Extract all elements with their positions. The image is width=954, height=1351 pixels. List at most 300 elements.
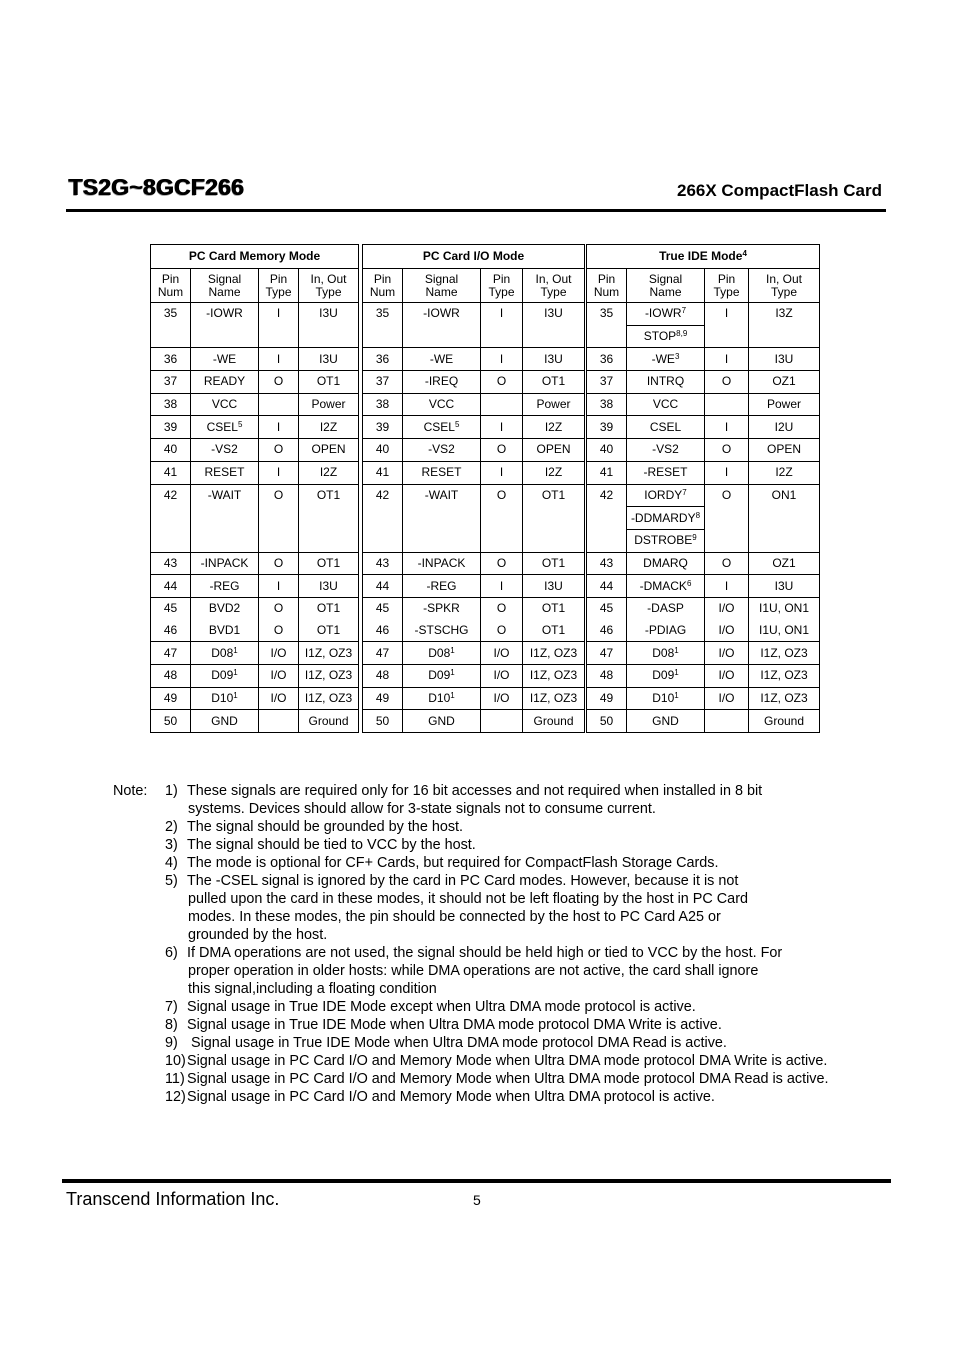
table-cell — [191, 665, 259, 688]
table-cell — [705, 710, 749, 733]
cell-text: Ground — [308, 713, 349, 728]
note-text: The signal should be grounded by the host. — [187, 819, 464, 835]
cell-text: I — [499, 419, 504, 434]
cell-text: I — [276, 351, 281, 366]
table-cell — [523, 642, 585, 665]
cell-text: I2Z — [319, 465, 338, 480]
table-cell — [627, 371, 705, 394]
cell-text: -IOWR — [206, 306, 243, 320]
cell-text: 42 — [375, 487, 390, 502]
table-cell — [259, 665, 299, 688]
table-cell — [363, 552, 403, 575]
cell-text: 38 — [599, 397, 614, 412]
note-number: 10) — [165, 1053, 186, 1069]
cell-text: I/O — [270, 691, 287, 706]
table-cell — [299, 393, 359, 416]
table-cell — [481, 416, 523, 439]
cell-text: I1Z, OZ3 — [760, 668, 808, 683]
table-cell — [749, 665, 820, 688]
note-item — [165, 1088, 905, 1106]
cell-text: O — [496, 622, 507, 637]
table-cell — [259, 575, 299, 598]
cell-text: 47 — [163, 645, 178, 660]
table-cell — [191, 552, 259, 575]
cell-text: 44 — [163, 578, 178, 593]
footnote-ref: 5 — [237, 419, 243, 429]
footnote-ref: 5 — [454, 419, 460, 429]
cell-text: 42 — [163, 487, 178, 502]
note-item — [165, 872, 905, 890]
column-header — [705, 269, 749, 303]
column-header — [259, 269, 299, 303]
table-cell — [627, 484, 705, 507]
column-header — [481, 269, 523, 303]
table-cell — [363, 303, 403, 348]
cell-text: RESET — [421, 465, 462, 480]
cell-text: -REG — [426, 578, 457, 593]
cell-text: -IREQ — [424, 374, 459, 389]
table-cell — [587, 620, 627, 642]
cell-text: I — [276, 419, 281, 434]
cell-text: Ground — [763, 713, 805, 728]
table-cell — [587, 393, 627, 416]
cell-text: D08 — [652, 645, 675, 660]
cell-text: CSEL — [206, 419, 238, 434]
table-row — [151, 416, 820, 439]
note-continuation — [188, 890, 748, 908]
note-number: 8) — [165, 1017, 178, 1033]
table-cell — [523, 416, 585, 439]
table-cell — [749, 303, 820, 348]
table-cell — [363, 687, 403, 710]
table-cell — [587, 687, 627, 710]
cell-text: -VS2 — [652, 442, 679, 457]
table-cell — [299, 348, 359, 371]
cell-text: I3U — [319, 351, 338, 366]
cell-text: I — [724, 465, 729, 480]
table-cell — [705, 687, 749, 710]
table-row — [151, 303, 820, 326]
table-row — [151, 597, 820, 619]
cell-text: 40 — [163, 442, 178, 457]
cell-text: RESET — [204, 465, 245, 480]
table-row — [151, 371, 820, 394]
cell-text: -SPKR — [423, 601, 460, 616]
cell-text: IORDY — [644, 487, 683, 502]
cell-text: OT1 — [316, 622, 341, 637]
table-cell — [363, 393, 403, 416]
cell-text: 48 — [163, 668, 178, 683]
cell-text: OT1 — [316, 555, 341, 570]
table-cell — [587, 484, 627, 552]
cell-text: 50 — [599, 713, 614, 728]
table-cell — [627, 348, 705, 371]
cell-text: VCC — [428, 397, 455, 412]
table-cell — [191, 484, 259, 552]
table-cell — [481, 393, 523, 416]
column-header — [191, 269, 259, 303]
cell-text: O — [273, 555, 284, 570]
table-row — [151, 348, 820, 371]
note-text: grounded by the host. — [188, 927, 328, 943]
note-number: 5) — [165, 873, 178, 889]
cell-text: I — [499, 578, 504, 593]
table-cell — [299, 371, 359, 394]
cell-text: D09 — [428, 668, 451, 683]
cell-text: 40 — [375, 442, 390, 457]
table-cell — [259, 620, 299, 642]
table-cell — [705, 484, 749, 552]
cell-text: I/O — [493, 668, 510, 683]
table-cell — [705, 416, 749, 439]
cell-text: -IOWR — [423, 306, 460, 320]
table-cell — [749, 371, 820, 394]
cell-text: 36 — [375, 351, 390, 366]
table-cell — [259, 416, 299, 439]
cell-text: I1Z, OZ3 — [304, 691, 353, 706]
table-cell — [587, 348, 627, 371]
table-cell — [523, 710, 585, 733]
note-number: 6) — [165, 945, 178, 961]
cell-text: I — [276, 578, 281, 593]
table-cell — [627, 620, 705, 642]
cell-text: OT1 — [541, 601, 566, 616]
footnote-ref: 1 — [450, 691, 455, 701]
cell-text: DSTROBE — [634, 533, 693, 548]
table-cell — [363, 439, 403, 462]
table-cell — [481, 642, 523, 665]
table-cell — [403, 552, 481, 575]
footnote-ref: 8,9 — [676, 329, 688, 339]
table-cell — [587, 303, 627, 348]
table-cell — [403, 348, 481, 371]
note-text: Signal usage in PC Card I/O and Memory Mode when Ultra DMA protocol is active. — [187, 1089, 715, 1105]
cell-text: VCC — [211, 397, 238, 412]
note-text: The -CSEL signal is ignored by the card in PC Card modes. However, because it is not — [187, 873, 739, 889]
cell-text: -WE — [212, 351, 237, 366]
table-cell — [151, 484, 191, 552]
table-cell — [481, 461, 523, 484]
table-cell — [151, 642, 191, 665]
table-cell — [191, 439, 259, 462]
cell-text: -WAIT — [207, 487, 242, 502]
table-cell — [299, 710, 359, 733]
cell-text: I/O — [493, 645, 510, 660]
table-cell — [627, 575, 705, 598]
cell-text: I2Z — [544, 465, 563, 480]
table-cell — [151, 665, 191, 688]
table-cell — [481, 665, 523, 688]
note-number: 2) — [165, 819, 178, 835]
table-cell — [259, 393, 299, 416]
note-item — [165, 836, 905, 854]
cell-text: 50 — [163, 713, 178, 728]
cell-text: O — [721, 487, 732, 502]
table-cell — [705, 393, 749, 416]
cell-text: OZ1 — [772, 374, 796, 389]
cell-text: I1Z, OZ3 — [760, 691, 808, 706]
table-cell — [587, 665, 627, 688]
table-cell — [523, 665, 585, 688]
cell-text: CSEL — [423, 419, 455, 434]
section-title: True IDE Mode — [659, 249, 743, 263]
footnote-ref: 4 — [742, 249, 747, 258]
column-header-line: Num — [157, 284, 184, 299]
cell-text: 36 — [163, 351, 178, 366]
footnote-ref: 9 — [692, 533, 697, 543]
table-cell — [705, 552, 749, 575]
cell-text: I1Z, OZ3 — [304, 668, 353, 683]
cell-text: O — [496, 601, 507, 616]
table-cell — [299, 620, 359, 642]
cell-text: I1U, ON1 — [758, 622, 809, 637]
cell-text: O — [496, 487, 507, 502]
cell-text: D09 — [211, 668, 234, 683]
note-item — [165, 944, 905, 962]
cell-text: ON1 — [771, 487, 797, 502]
cell-text: I1Z, OZ3 — [529, 691, 578, 706]
table-cell — [627, 687, 705, 710]
table-row — [151, 439, 820, 462]
table-cell — [587, 575, 627, 598]
table-cell — [151, 416, 191, 439]
table-cell — [627, 325, 705, 348]
table-cell — [403, 303, 481, 348]
table-row — [151, 461, 820, 484]
cell-text: 44 — [375, 578, 390, 593]
footer-company: Transcend Information Inc. — [66, 1189, 280, 1209]
cell-text: 35 — [599, 306, 614, 320]
table-cell — [587, 597, 627, 619]
cell-text: OPEN — [536, 442, 571, 457]
table-cell — [587, 710, 627, 733]
cell-text: -INPACK — [417, 555, 466, 570]
note-number: 12) — [165, 1089, 186, 1105]
cell-text: I/O — [718, 691, 735, 706]
table-cell — [627, 303, 705, 326]
cell-text: 35 — [163, 306, 178, 320]
note-continuation — [188, 926, 327, 944]
table-cell — [363, 348, 403, 371]
cell-text: I — [724, 351, 729, 366]
table-cell — [151, 552, 191, 575]
cell-text: -VS2 — [428, 442, 455, 457]
section-header-row — [151, 245, 820, 269]
table-cell — [191, 687, 259, 710]
cell-text: D08 — [428, 645, 451, 660]
column-header-line: In, Out — [535, 271, 572, 286]
table-cell — [259, 439, 299, 462]
table-cell — [627, 461, 705, 484]
table-row — [151, 687, 820, 710]
cell-text: I3U — [544, 351, 563, 366]
cell-text: Ground — [533, 713, 574, 728]
cell-text: I1Z, OZ3 — [529, 645, 578, 660]
cell-text: -DMACK — [639, 578, 687, 593]
column-header-line: Signal — [207, 271, 242, 286]
cell-text: O — [273, 601, 284, 616]
table-cell — [523, 484, 585, 552]
note-text: this signal,including a floating condition — [188, 981, 437, 997]
table-row — [151, 642, 820, 665]
cell-text: I3Z — [775, 306, 793, 320]
table-cell — [705, 348, 749, 371]
cell-text: I/O — [718, 622, 735, 637]
cell-text: 39 — [375, 419, 390, 434]
table-row — [151, 710, 820, 733]
table-cell — [191, 393, 259, 416]
cell-text: -IOWR — [644, 306, 682, 321]
cell-text: INTRQ — [646, 374, 685, 389]
table-cell — [705, 461, 749, 484]
table-cell — [299, 461, 359, 484]
table-cell — [403, 393, 481, 416]
cell-text: 41 — [599, 465, 614, 480]
cell-text: I3U — [774, 351, 794, 366]
table-cell — [749, 687, 820, 710]
table-cell — [191, 620, 259, 642]
table-cell — [523, 575, 585, 598]
column-header-line: Signal — [648, 271, 683, 286]
table-cell — [403, 371, 481, 394]
cell-text: BVD1 — [208, 622, 241, 637]
column-header-row — [151, 269, 820, 303]
table-cell — [749, 642, 820, 665]
table-cell — [363, 575, 403, 598]
table-cell — [363, 642, 403, 665]
note-continuation — [188, 962, 758, 980]
table-cell — [363, 461, 403, 484]
column-header-line: Pin — [269, 271, 288, 286]
column-header — [587, 269, 627, 303]
table-cell — [587, 371, 627, 394]
table-row — [151, 665, 820, 688]
cell-text: I3U — [544, 578, 563, 593]
table-cell — [259, 303, 299, 348]
cell-text: 47 — [599, 645, 614, 660]
pin-assignment-table — [150, 244, 820, 733]
footnote-ref: 7 — [682, 487, 687, 497]
table-cell — [403, 439, 481, 462]
table-row — [151, 620, 820, 642]
table-cell — [627, 552, 705, 575]
table-row — [151, 575, 820, 598]
table-cell — [259, 552, 299, 575]
table-cell — [627, 529, 705, 552]
table-cell — [259, 484, 299, 552]
table-cell — [749, 484, 820, 552]
table-cell — [749, 552, 820, 575]
table-cell — [481, 371, 523, 394]
cell-text: 36 — [599, 351, 614, 366]
table-cell — [151, 461, 191, 484]
column-header-line: Pin — [597, 271, 616, 286]
table-cell — [705, 575, 749, 598]
notes-label: Note: — [113, 783, 148, 799]
section-header — [151, 245, 359, 269]
table-cell — [403, 597, 481, 619]
cell-text: I/O — [270, 668, 287, 683]
table-cell — [627, 642, 705, 665]
cell-text: 48 — [375, 668, 390, 683]
note-text: Signal usage in True IDE Mode except when Ultra DMA mode protocol is active. — [187, 999, 696, 1015]
table-cell — [705, 439, 749, 462]
note-text: The mode is optional for CF+ Cards, but required for CompactFlash Storage Cards. — [187, 855, 719, 871]
cell-text: 49 — [599, 691, 614, 706]
table-cell — [403, 620, 481, 642]
cell-text: 41 — [375, 465, 390, 480]
table-cell — [749, 461, 820, 484]
cell-text: I — [724, 578, 729, 593]
cell-text: O — [273, 374, 284, 389]
column-header-line: Pin — [161, 271, 180, 286]
cell-text: VCC — [652, 397, 679, 412]
table-cell — [151, 710, 191, 733]
column-header-line: Type — [315, 284, 342, 299]
table-cell — [523, 552, 585, 575]
table-cell — [191, 348, 259, 371]
table-cell — [299, 642, 359, 665]
table-cell — [403, 575, 481, 598]
table-cell — [363, 710, 403, 733]
cell-text: OT1 — [541, 374, 566, 389]
table-cell — [749, 416, 820, 439]
table-cell — [705, 642, 749, 665]
table-cell — [299, 575, 359, 598]
cell-text: -WE — [651, 351, 675, 366]
cell-text: O — [721, 555, 732, 570]
note-text: Signal usage in PC Card I/O and Memory Mode when Ultra DMA mode protocol DMA Read is active. — [187, 1071, 829, 1087]
table-row — [151, 484, 820, 507]
note-text: The signal should be tied to VCC by the host. — [187, 837, 476, 853]
section-title: PC Card Memory Mode — [188, 249, 321, 263]
cell-text: I — [499, 351, 504, 366]
cell-text: I3U — [319, 306, 338, 320]
column-header — [363, 269, 403, 303]
cell-text: I — [499, 306, 504, 320]
note-continuation — [188, 908, 721, 926]
table-cell — [587, 642, 627, 665]
table-cell — [523, 303, 585, 348]
cell-text: O — [721, 374, 732, 389]
note-number: 9) — [165, 1035, 178, 1051]
table-cell — [481, 710, 523, 733]
cell-text: D10 — [428, 691, 451, 706]
cell-text: I — [499, 465, 504, 480]
cell-text: 37 — [163, 374, 178, 389]
cell-text: I/O — [493, 691, 510, 706]
footnote-ref: 1 — [450, 668, 455, 678]
table-cell — [191, 303, 259, 348]
column-header-line: Type — [540, 284, 567, 299]
footnote-ref: 3 — [674, 351, 680, 361]
cell-text: I3U — [774, 578, 794, 593]
table-cell — [481, 303, 523, 348]
cell-text: I3U — [544, 306, 563, 320]
cell-text: CSEL — [649, 419, 682, 434]
cell-text: 46 — [375, 622, 390, 637]
table-cell — [749, 597, 820, 619]
page-number: 5 — [473, 1192, 481, 1208]
cell-text: OT1 — [316, 487, 341, 502]
column-header-line: Type — [265, 284, 292, 299]
table-cell — [151, 597, 191, 619]
table-cell — [363, 620, 403, 642]
cell-text: I2Z — [544, 419, 563, 434]
table-cell — [299, 416, 359, 439]
table-cell — [705, 597, 749, 619]
cell-text: D09 — [652, 668, 675, 683]
